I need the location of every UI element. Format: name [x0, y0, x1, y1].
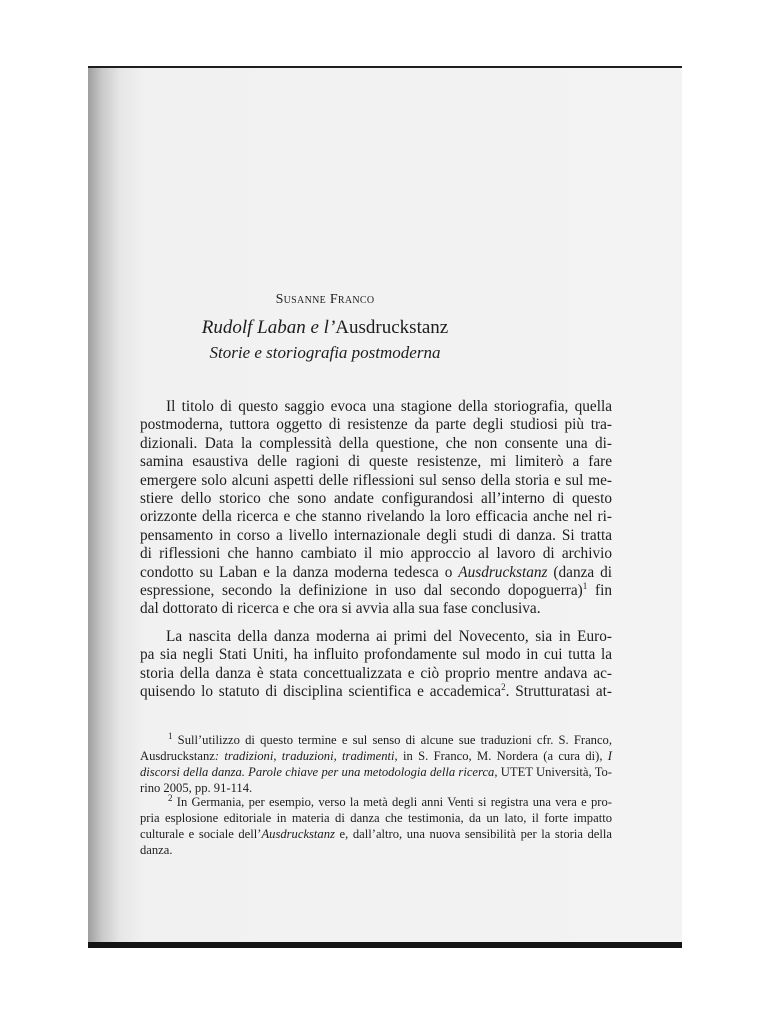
- italic-text: I: [607, 749, 612, 763]
- title-roman-part: Ausdruckstanz: [335, 317, 449, 338]
- paragraph-line: Il titolo di questo saggio evoca una stagione della storiografia, quella: [166, 398, 612, 415]
- line-text: (danza di: [547, 563, 612, 581]
- scan-bottom-edge: [88, 942, 682, 948]
- paragraph-line: pensamento in corso a livello internazionale degli studi di danza. Si tratta: [140, 526, 612, 544]
- italic-term: Ausdruckstanz: [458, 563, 548, 581]
- paragraph-line: storia della danza è stata concettualizzata e ciò proprio mentre andava ac-: [140, 664, 612, 682]
- paragraph-line: postmoderna, tuttora oggetto di resistenze da parte degli studiosi più tra-: [140, 416, 612, 434]
- footnote-line: [140, 748, 612, 764]
- paragraph-line: [140, 582, 612, 600]
- line-text: fin: [587, 582, 612, 600]
- paragraph-line: [140, 683, 612, 701]
- line-text: In Germania, per esempio, verso la metà degli anni Venti si registra una vera e pro-: [172, 795, 612, 809]
- line-text: , UTET Università, To-: [494, 765, 613, 779]
- paragraph-2: [140, 628, 612, 702]
- footnote-line: pria esplosione editoriale in materia di danza che testimonia, da un lato, il forte impatto: [140, 811, 612, 825]
- paragraph-line: dal dottorato di ricerca e che ora si avvia alla sua fase conclusiva.: [140, 600, 541, 618]
- paragraph-line: La nascita della danza moderna ai primi del Novecento, sia in Euro-: [166, 628, 612, 645]
- paragraph-1: [140, 398, 612, 619]
- footnote-line: [140, 826, 612, 842]
- paragraph-line: di riflessioni che hanno cambiato il mio approccio al lavoro di archivio: [140, 545, 612, 563]
- line-text: espressione, secondo la definizione in uso dal secondo dopoguerra): [140, 582, 583, 600]
- footnote-marker: 2: [168, 792, 173, 803]
- article-title: [140, 316, 510, 340]
- line-text: Ausdruckstanz: [140, 749, 215, 763]
- scanned-page: [88, 68, 682, 946]
- line-text: . Strutturatasi at-: [505, 683, 612, 701]
- footnote-ref-2[interactable]: 2: [501, 682, 506, 693]
- footnote-line: rino 2005, pp. 91-114.: [140, 781, 253, 795]
- italic-text: : tradizioni, traduzioni, tradimenti: [214, 749, 395, 763]
- footnote-2: [140, 794, 612, 858]
- line-text: e, dall’altro, una nuova sensibilità per la storia della: [334, 827, 612, 841]
- line-text: Sull’utilizzo di questo termine e sul senso di alcune sue traduzioni cfr. S. Franco,: [172, 733, 612, 747]
- italic-text: discorsi della danza. Parole chiave per una metodologia della ricerca: [140, 765, 495, 779]
- article-subtitle: Storie e storiografia postmoderna: [209, 343, 441, 362]
- paragraph-line: dizionali. Data la complessità della questione, che non consente una di-: [140, 434, 612, 452]
- footnote-ref-1[interactable]: 1: [582, 580, 588, 591]
- paragraph-line: emergere solo alcuni aspetti delle riflessioni sul senso della storia e sul me-: [140, 471, 612, 489]
- italic-term: Ausdruckstanz: [261, 827, 335, 841]
- footnote-line: danza.: [140, 843, 173, 857]
- line-text: condotto su Laban e la danza moderna tedesca o: [140, 563, 459, 581]
- paragraph-line: stiere dello storico che sono andate configurandosi all’interno di questo: [140, 490, 612, 508]
- paragraph-line: pa sia negli Stati Uniti, ha influito profondamente sul modo in cui tutta la: [140, 646, 612, 664]
- paragraph-line: orizzonte della ricerca e che stanno rivelando la loro efficacia anche nel ri-: [140, 508, 612, 526]
- paragraph-line: [140, 564, 612, 582]
- line-text: culturale e sociale dell’: [140, 827, 262, 841]
- footnote-1: [140, 732, 612, 796]
- line-text: quisendo lo statuto di disciplina scientifica e accademica: [140, 683, 502, 701]
- footnote-line: [140, 764, 612, 780]
- author-name: Susanne Franco: [275, 292, 375, 307]
- line-text: , in S. Franco, M. Nordera (a cura di),: [394, 749, 608, 763]
- footnote-line: [140, 794, 612, 810]
- footnote-marker: 1: [168, 730, 173, 741]
- title-italic-part: Rudolf Laban e l’: [201, 317, 336, 338]
- paragraph-line: samina esaustiva delle ragioni di queste resistenze, mi limiterò a fare: [140, 453, 612, 471]
- footnote-line: [140, 732, 612, 748]
